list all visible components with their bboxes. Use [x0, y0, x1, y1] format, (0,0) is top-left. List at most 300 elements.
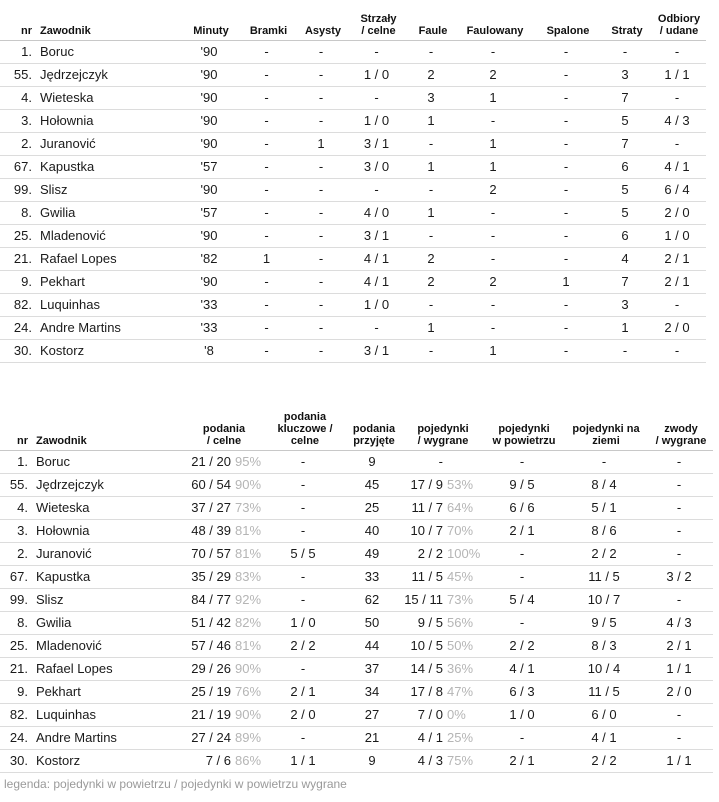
passes-percent: 90%	[235, 661, 262, 676]
cell-recoveries: 6 / 4	[648, 178, 706, 201]
cell-aerial-duels: -	[481, 542, 563, 565]
passes-value: 35 / 29	[191, 569, 231, 584]
cell-key-passes: 1 / 1	[263, 749, 343, 772]
cell-duels	[401, 519, 481, 542]
col-header-offsides: Spalone	[530, 4, 602, 40]
table-row	[0, 657, 713, 680]
cell-aerial-duels: -	[481, 450, 563, 473]
cell-fouls: -	[406, 224, 456, 247]
cell-offsides: 1	[530, 270, 602, 293]
cell-assists: -	[295, 155, 347, 178]
cell-recoveries: 2 / 0	[648, 316, 706, 339]
cell-received: 44	[343, 634, 401, 657]
cell-losses: 5	[602, 109, 648, 132]
cell-assists: -	[295, 86, 347, 109]
duels-value: 11 / 7	[411, 500, 443, 515]
cell-duels	[401, 473, 481, 496]
cell-nr: 67.	[0, 155, 38, 178]
cell-offsides: -	[530, 86, 602, 109]
cell-goals: -	[238, 132, 295, 155]
cell-shots: 1 / 0	[347, 109, 406, 132]
cell-dribbles: -	[645, 519, 713, 542]
cell-offsides: -	[530, 178, 602, 201]
table-row	[0, 519, 713, 542]
cell-fouls: 1	[406, 316, 456, 339]
col-header-fouls: Faule	[406, 4, 456, 40]
col-header-received: podania przyjęte	[343, 405, 401, 450]
player-stats-table-2	[0, 405, 713, 773]
passes-value: 84 / 77	[191, 592, 231, 607]
cell-ground-duels: 8 / 6	[563, 519, 645, 542]
table-row	[0, 634, 713, 657]
passes-percent: 89%	[235, 730, 262, 745]
cell-nr: 30.	[0, 339, 38, 362]
cell-nr: 21.	[0, 247, 38, 270]
table-row	[0, 293, 706, 316]
cell-nr: 2.	[0, 132, 38, 155]
cell-minutes: '90	[180, 40, 238, 63]
cell-fouls: 3	[406, 86, 456, 109]
passes-value: 21 / 19	[191, 707, 231, 722]
cell-fouled: 1	[456, 86, 530, 109]
cell-nr: 8.	[0, 611, 34, 634]
cell-key-passes: -	[263, 473, 343, 496]
table-row	[0, 680, 713, 703]
cell-nr: 99.	[0, 588, 34, 611]
duels-value: 10 / 5	[410, 638, 443, 653]
cell-received: 21	[343, 726, 401, 749]
cell-player: Pekhart	[38, 270, 180, 293]
duels-percent: 0%	[447, 707, 466, 722]
passes-value: 51 / 42	[191, 615, 231, 630]
cell-goals: -	[238, 178, 295, 201]
cell-fouls: -	[406, 293, 456, 316]
cell-received: 33	[343, 565, 401, 588]
cell-duels	[401, 588, 481, 611]
cell-ground-duels: 5 / 1	[563, 496, 645, 519]
cell-fouls: 2	[406, 270, 456, 293]
cell-fouled: 1	[456, 155, 530, 178]
cell-key-passes: -	[263, 496, 343, 519]
cell-offsides: -	[530, 247, 602, 270]
cell-passes	[181, 726, 263, 749]
duels-value: 11 / 5	[411, 569, 443, 584]
col-header-key-passes: podania kluczowe / celne	[263, 405, 343, 450]
cell-key-passes: -	[263, 519, 343, 542]
table-row	[0, 450, 713, 473]
cell-shots: 1 / 0	[347, 63, 406, 86]
cell-received: 40	[343, 519, 401, 542]
cell-nr: 4.	[0, 496, 34, 519]
cell-nr: 3.	[0, 109, 38, 132]
col-header-recoveries: Odbiory / udane	[648, 4, 706, 40]
legend-note: legenda: pojedynki w powietrzu / pojedynki w powietrzu wygrane	[4, 777, 347, 791]
cell-offsides: -	[530, 109, 602, 132]
table-row	[0, 178, 706, 201]
cell-losses: 1	[602, 316, 648, 339]
col-header-shots: Strzały / celne	[347, 4, 406, 40]
cell-duels	[401, 680, 481, 703]
cell-passes	[181, 542, 263, 565]
cell-duels	[401, 657, 481, 680]
cell-nr: 25.	[0, 224, 38, 247]
passes-percent: 81%	[235, 523, 262, 538]
table-row	[0, 316, 706, 339]
duels-percent: 70%	[447, 523, 474, 538]
cell-fouls: -	[406, 339, 456, 362]
cell-received: 27	[343, 703, 401, 726]
cell-duels	[401, 450, 481, 473]
cell-shots: 3 / 1	[347, 224, 406, 247]
cell-goals: -	[238, 270, 295, 293]
duels-value: 9 / 5	[417, 615, 443, 630]
cell-goals: -	[238, 86, 295, 109]
passes-percent: 76%	[235, 684, 262, 699]
cell-shots: 4 / 0	[347, 201, 406, 224]
cell-recoveries: 2 / 1	[648, 247, 706, 270]
cell-key-passes: 1 / 0	[263, 611, 343, 634]
cell-received: 49	[343, 542, 401, 565]
cell-offsides: -	[530, 40, 602, 63]
cell-passes	[181, 680, 263, 703]
cell-received: 50	[343, 611, 401, 634]
cell-duels	[401, 703, 481, 726]
passes-value: 48 / 39	[191, 523, 231, 538]
cell-losses: -	[602, 40, 648, 63]
passes-value: 7 / 6	[205, 753, 231, 768]
cell-ground-duels: 8 / 4	[563, 473, 645, 496]
cell-passes	[181, 473, 263, 496]
cell-player: Boruc	[38, 40, 180, 63]
player-stats-table-1	[0, 4, 706, 363]
table-row	[0, 270, 706, 293]
cell-minutes: '90	[180, 132, 238, 155]
cell-passes	[181, 611, 263, 634]
cell-fouled: -	[456, 201, 530, 224]
cell-aerial-duels: 1 / 0	[481, 703, 563, 726]
cell-player: Hołownia	[38, 109, 180, 132]
cell-nr: 55.	[0, 63, 38, 86]
cell-minutes: '33	[180, 293, 238, 316]
cell-passes	[181, 565, 263, 588]
cell-losses: 7	[602, 132, 648, 155]
cell-shots: 4 / 1	[347, 270, 406, 293]
duels-percent: 56%	[447, 615, 474, 630]
cell-nr: 4.	[0, 86, 38, 109]
cell-duels	[401, 726, 481, 749]
cell-player: Boruc	[34, 450, 181, 473]
cell-ground-duels: 8 / 3	[563, 634, 645, 657]
cell-aerial-duels: -	[481, 611, 563, 634]
duels-percent: 50%	[447, 638, 474, 653]
cell-aerial-duels: 5 / 4	[481, 588, 563, 611]
cell-player: Wieteska	[34, 496, 181, 519]
cell-goals: -	[238, 155, 295, 178]
duels-percent: 25%	[447, 730, 474, 745]
col-header-ground-duels: pojedynki na ziemi	[563, 405, 645, 450]
cell-passes	[181, 703, 263, 726]
cell-nr: 2.	[0, 542, 34, 565]
cell-player: Mladenović	[34, 634, 181, 657]
cell-fouled: -	[456, 40, 530, 63]
cell-key-passes: 2 / 2	[263, 634, 343, 657]
cell-player: Juranović	[34, 542, 181, 565]
cell-aerial-duels: 2 / 1	[481, 519, 563, 542]
cell-recoveries: 1 / 1	[648, 63, 706, 86]
cell-player: Slisz	[38, 178, 180, 201]
passes-value: 21 / 20	[191, 454, 231, 469]
cell-fouls: -	[406, 178, 456, 201]
cell-aerial-duels: 2 / 1	[481, 749, 563, 772]
cell-player: Luquinhas	[34, 703, 181, 726]
table-row	[0, 611, 713, 634]
cell-minutes: '90	[180, 224, 238, 247]
cell-received: 9	[343, 450, 401, 473]
cell-offsides: -	[530, 201, 602, 224]
table-row	[0, 155, 706, 178]
cell-shots: 3 / 1	[347, 132, 406, 155]
cell-losses: -	[602, 339, 648, 362]
cell-recoveries: 1 / 0	[648, 224, 706, 247]
cell-recoveries: 4 / 1	[648, 155, 706, 178]
duels-value: -	[438, 454, 443, 469]
cell-duels	[401, 565, 481, 588]
cell-offsides: -	[530, 316, 602, 339]
cell-aerial-duels: 6 / 3	[481, 680, 563, 703]
cell-recoveries: -	[648, 293, 706, 316]
cell-player: Rafael Lopes	[34, 657, 181, 680]
cell-key-passes: 2 / 1	[263, 680, 343, 703]
cell-player: Juranović	[38, 132, 180, 155]
cell-passes	[181, 519, 263, 542]
cell-passes	[181, 657, 263, 680]
table-row	[0, 224, 706, 247]
cell-fouls: 2	[406, 63, 456, 86]
cell-assists: -	[295, 201, 347, 224]
col-header-nr: nr	[0, 405, 34, 450]
cell-minutes: '90	[180, 63, 238, 86]
cell-assists: -	[295, 109, 347, 132]
cell-duels	[401, 496, 481, 519]
cell-shots: -	[347, 86, 406, 109]
cell-passes	[181, 496, 263, 519]
duels-value: 4 / 3	[417, 753, 443, 768]
cell-ground-duels: 4 / 1	[563, 726, 645, 749]
cell-nr: 24.	[0, 726, 34, 749]
cell-ground-duels: 9 / 5	[563, 611, 645, 634]
cell-fouled: 1	[456, 339, 530, 362]
cell-fouls: 1	[406, 201, 456, 224]
col-header-assists: Asysty	[295, 4, 347, 40]
cell-goals: -	[238, 201, 295, 224]
cell-passes	[181, 588, 263, 611]
cell-player: Gwilia	[38, 201, 180, 224]
cell-goals: -	[238, 40, 295, 63]
cell-goals: -	[238, 109, 295, 132]
cell-player: Pekhart	[34, 680, 181, 703]
cell-offsides: -	[530, 339, 602, 362]
passes-percent: 92%	[235, 592, 262, 607]
cell-dribbles: 1 / 1	[645, 657, 713, 680]
cell-passes	[181, 450, 263, 473]
cell-aerial-duels: 2 / 2	[481, 634, 563, 657]
cell-dribbles: -	[645, 703, 713, 726]
table-row	[0, 40, 706, 63]
cell-fouls: 1	[406, 109, 456, 132]
cell-recoveries: 2 / 0	[648, 201, 706, 224]
cell-passes	[181, 749, 263, 772]
cell-minutes: '90	[180, 270, 238, 293]
cell-assists: -	[295, 63, 347, 86]
cell-nr: 24.	[0, 316, 38, 339]
passes-value: 37 / 27	[191, 500, 231, 515]
cell-recoveries: -	[648, 132, 706, 155]
table-2-header-row	[0, 405, 713, 450]
cell-minutes: '57	[180, 155, 238, 178]
cell-dribbles: -	[645, 450, 713, 473]
col-header-player: Zawodnik	[34, 405, 181, 450]
cell-player: Wieteska	[38, 86, 180, 109]
col-header-duels: pojedynki / wygrane	[401, 405, 481, 450]
cell-player: Andre Martins	[38, 316, 180, 339]
table-row	[0, 201, 706, 224]
cell-recoveries: 2 / 1	[648, 270, 706, 293]
cell-assists: -	[295, 316, 347, 339]
cell-minutes: '90	[180, 86, 238, 109]
cell-player: Jędrzejczyk	[34, 473, 181, 496]
cell-nr: 1.	[0, 40, 38, 63]
cell-ground-duels: 6 / 0	[563, 703, 645, 726]
cell-shots: -	[347, 316, 406, 339]
cell-key-passes: 5 / 5	[263, 542, 343, 565]
cell-minutes: '33	[180, 316, 238, 339]
cell-nr: 1.	[0, 450, 34, 473]
cell-dribbles: -	[645, 542, 713, 565]
cell-player: Kostorz	[34, 749, 181, 772]
cell-shots: 3 / 0	[347, 155, 406, 178]
cell-received: 34	[343, 680, 401, 703]
cell-goals: -	[238, 63, 295, 86]
cell-player: Mladenović	[38, 224, 180, 247]
cell-dribbles: -	[645, 588, 713, 611]
cell-ground-duels: 10 / 4	[563, 657, 645, 680]
passes-value: 60 / 54	[191, 477, 231, 492]
col-header-losses: Straty	[602, 4, 648, 40]
cell-duels	[401, 542, 481, 565]
cell-player: Slisz	[34, 588, 181, 611]
cell-player: Kapustka	[34, 565, 181, 588]
cell-nr: 9.	[0, 270, 38, 293]
cell-goals: -	[238, 316, 295, 339]
cell-losses: 4	[602, 247, 648, 270]
cell-assists: -	[295, 339, 347, 362]
cell-nr: 67.	[0, 565, 34, 588]
passes-percent: 90%	[235, 707, 262, 722]
duels-value: 10 / 7	[410, 523, 443, 538]
cell-losses: 3	[602, 293, 648, 316]
cell-ground-duels: 11 / 5	[563, 680, 645, 703]
cell-fouled: -	[456, 109, 530, 132]
duels-value: 4 / 1	[417, 730, 443, 745]
col-header-dribbles: zwody / wygrane	[645, 405, 713, 450]
cell-player: Hołownia	[34, 519, 181, 542]
col-header-goals: Bramki	[238, 4, 295, 40]
cell-fouled: -	[456, 316, 530, 339]
cell-assists: -	[295, 224, 347, 247]
cell-goals: 1	[238, 247, 295, 270]
cell-player: Kostorz	[38, 339, 180, 362]
cell-fouled: 2	[456, 178, 530, 201]
cell-key-passes: -	[263, 565, 343, 588]
table-row	[0, 86, 706, 109]
cell-goals: -	[238, 293, 295, 316]
cell-losses: 5	[602, 201, 648, 224]
cell-ground-duels: 2 / 2	[563, 749, 645, 772]
cell-nr: 21.	[0, 657, 34, 680]
cell-fouled: -	[456, 224, 530, 247]
cell-received: 45	[343, 473, 401, 496]
cell-aerial-duels: 4 / 1	[481, 657, 563, 680]
table-row	[0, 703, 713, 726]
cell-passes	[181, 634, 263, 657]
passes-value: 27 / 24	[191, 730, 231, 745]
cell-nr: 55.	[0, 473, 34, 496]
cell-minutes: '8	[180, 339, 238, 362]
duels-percent: 100%	[447, 546, 481, 561]
duels-percent: 53%	[447, 477, 474, 492]
cell-nr: 25.	[0, 634, 34, 657]
passes-value: 57 / 46	[191, 638, 231, 653]
cell-goals: -	[238, 224, 295, 247]
cell-player: Kapustka	[38, 155, 180, 178]
cell-nr: 30.	[0, 749, 34, 772]
cell-offsides: -	[530, 63, 602, 86]
table-row	[0, 63, 706, 86]
duels-percent: 36%	[447, 661, 474, 676]
passes-percent: 95%	[235, 454, 262, 469]
cell-dribbles: -	[645, 473, 713, 496]
cell-minutes: '90	[180, 178, 238, 201]
cell-aerial-duels: -	[481, 565, 563, 588]
cell-assists: -	[295, 270, 347, 293]
cell-shots: -	[347, 178, 406, 201]
cell-dribbles: 2 / 0	[645, 680, 713, 703]
table-row	[0, 588, 713, 611]
cell-fouled: 2	[456, 63, 530, 86]
table-row	[0, 339, 706, 362]
cell-dribbles: -	[645, 726, 713, 749]
cell-offsides: -	[530, 132, 602, 155]
cell-dribbles: 2 / 1	[645, 634, 713, 657]
cell-key-passes: -	[263, 588, 343, 611]
cell-aerial-duels: 9 / 5	[481, 473, 563, 496]
cell-recoveries: 4 / 3	[648, 109, 706, 132]
cell-received: 62	[343, 588, 401, 611]
cell-losses: 5	[602, 178, 648, 201]
table-row	[0, 542, 713, 565]
cell-fouled: -	[456, 293, 530, 316]
table-row	[0, 132, 706, 155]
cell-fouls: -	[406, 40, 456, 63]
cell-fouls: 2	[406, 247, 456, 270]
table-row	[0, 473, 713, 496]
cell-assists: -	[295, 40, 347, 63]
cell-shots: -	[347, 40, 406, 63]
cell-recoveries: -	[648, 40, 706, 63]
cell-fouls: 1	[406, 155, 456, 178]
cell-key-passes: -	[263, 726, 343, 749]
table-1-header-row	[0, 4, 706, 40]
